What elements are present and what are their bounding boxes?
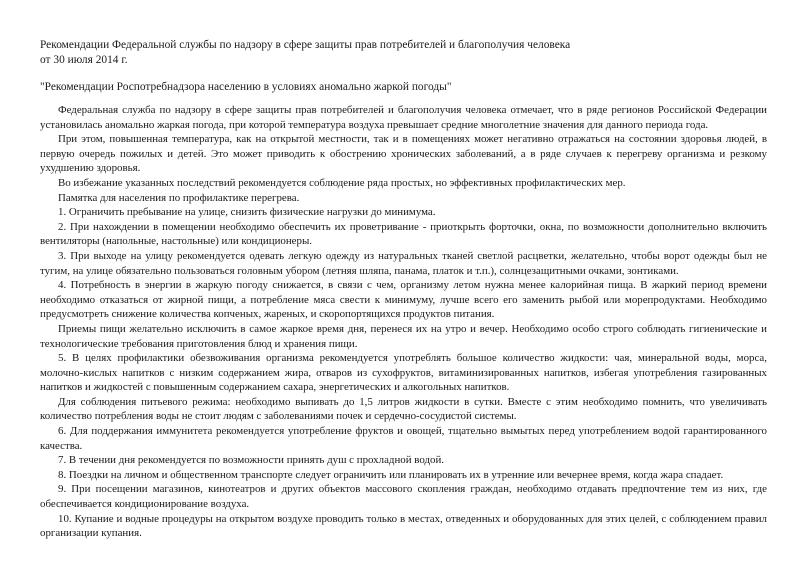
list-item: 7. В течении дня рекомендуется по возможности принять душ с прохладной водой. <box>58 454 444 467</box>
header-line-issuer: Рекомендации Федеральной службы по надзору в сфере защиты прав потребителей и благополучия человека <box>40 39 571 51</box>
paragraph: Приемы пищи желательно исключить в самое жаркое время дня, перенеся их на утро и вечер. Необходимо особо строго соблюдать гигиенические и технологические требования приготовления блюд и хранения пищи. <box>40 322 767 350</box>
list-item: 3. При выходе на улицу рекомендуется одевать легкую одежду из натуральных тканей светлой расцветки, желательно, чтобы ворот одежды был не тугим, на улице обязательно пользоваться головным убором (летняя шляпа, панама, платок и т.п.), солнцезащитными очками, зонтиками. <box>40 249 767 277</box>
document-body <box>40 103 767 541</box>
list-item: 2. При нахождении в помещении необходимо обеспечить их проветривание - приоткрыть форточки, окна, по возможности дополнительно включить вентиляторы (напольные, настольные) или кондиционеры. <box>40 220 767 248</box>
memo-heading: Памятка для населения по профилактике перегрева. <box>58 191 300 204</box>
list-item: 8. Поездки на личном и общественном транспорте следует ограничить или планировать их в утренние или вечернее время, когда жара спадает. <box>58 468 724 481</box>
list-item: 6. Для поддержания иммунитета рекомендуется употребление фруктов и овощей, тщательно вымытых перед употреблением водой гарантированного качества. <box>40 425 767 452</box>
paragraph: Во избежание указанных последствий рекомендуется соблюдение ряда простых, но эффективных профилактических мер. <box>58 176 626 189</box>
paragraph: Для соблюдения питьевого режима: необходимо выпивать до 1,5 литров жидкости в сутки. Вместе с этим необходимо помнить, что увеличивать количество потребления воды не стоит людям с заболеваниями почек и сердечно-сосудистой системы. <box>40 395 767 423</box>
list-item: 9. При посещении магазинов, кинотеатров и других объектов массового скопления граждан, необходимо отдавать предпочтение тем из них, где обеспечивается кондиционирование воздуха. <box>40 483 767 511</box>
paragraph: При этом, повышенная температура, как на открытой местности, так и в помещениях может негативно отражаться на состоянии здоровья людей, в первую очередь пожилых и детей. Это может приводить к обострению хронических заболеваний, а в ряде случаев к перегреву организма и резкому ухудшению здоровья. <box>40 133 767 175</box>
header-line-date: от 30 июля 2014 г. <box>40 54 128 66</box>
document-title: "Рекомендации Роспотребнадзора населению в условиях аномально жаркой погоды" <box>40 81 452 93</box>
paragraph: Федеральная служба по надзору в сфере защиты прав потребителей и благополучия человека отмечает, что в ряде регионов Российской Федерации установилась аномально жаркая погода, при которой температура воздуха превышает средние многолетние значения для данного периода года. <box>40 104 767 131</box>
list-item: 4. Потребность в энергии в жаркую погоду снижается, в связи с чем, организму летом нужна менее калорийная пища. В жаркий период времени необходимо отказаться от жирной пищи, а потребление мяса свести к минимуму, лучше всего его заменить рыбой или морепродуктами. Необходимо предусмотреть снижение количества копченых, жареных, и скоропортящихся продуктов питания. <box>40 279 767 321</box>
document-header <box>40 38 767 68</box>
list-item: 5. В целях профилактики обезвоживания организма рекомендуется употреблять большое количество жидкости: чая, минеральной воды, морса, молочно-кислых напитков с низким содержанием жира, отваров из сухофруктов, витаминизированных напитков, избегая употребления газированных напитков и жидкостей с повышенным содержанием сахара, энергетических и алкогольных напитков. <box>40 352 767 394</box>
list-item: 10. Купание и водные процедуры на открытом воздухе проводить только в местах, отведенных и оборудованных для этих целей, с соблюдением правил организации купания. <box>40 512 767 540</box>
list-item: 1. Ограничить пребывание на улице, снизить физические нагрузки до минимума. <box>58 206 436 219</box>
